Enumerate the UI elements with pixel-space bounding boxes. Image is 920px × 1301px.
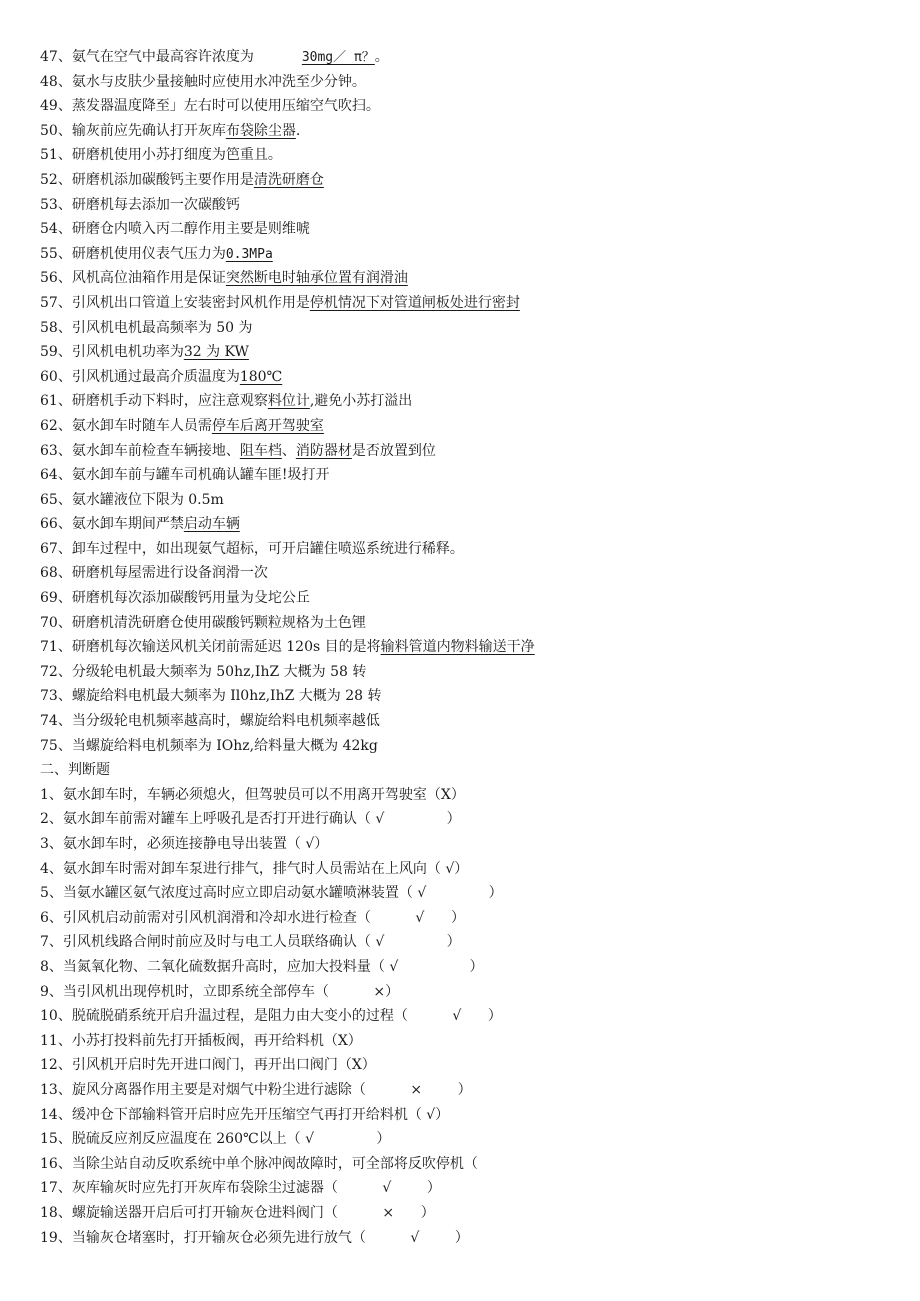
item-number: 58、 xyxy=(40,319,72,336)
judgment-item: 4、氨水卸车时需对卸车泵进行排气，排气时人员需站在上风向（ √） xyxy=(40,860,469,877)
question-text: 研磨机手动下料时，应注意观察 xyxy=(71,393,268,410)
question-text: 风机高位油箱作用是保证 xyxy=(71,270,226,287)
question-text: 。 xyxy=(374,49,389,65)
section-title: 二、判断题 xyxy=(40,762,110,779)
fill-in-item xyxy=(40,660,900,685)
item-number: 48、 xyxy=(40,73,72,90)
fill-in-item xyxy=(40,45,900,70)
question-text: 引风机电机最高频率为 50 为 xyxy=(71,319,253,336)
fill-in-item xyxy=(40,316,900,341)
question-text: ,避免小苏打溢出 xyxy=(309,393,413,410)
judgment-item: 17、灰库输灰时应先打开灰库布袋除尘过滤器（ √ ） xyxy=(40,1180,441,1197)
item-number: 51、 xyxy=(40,147,72,164)
fill-in-item xyxy=(40,611,900,636)
question-text: 氨水罐液位下限为 0.5m xyxy=(71,491,224,508)
item-number: 57、 xyxy=(40,294,72,311)
question-text: 卸车过程中，如出现氨气超标，可开启罐住喷巡系统进行稀释。 xyxy=(71,540,464,557)
fill-in-item xyxy=(40,193,900,218)
judgment-item: 3、氨水卸车时，必须连接静电导出装置（ √） xyxy=(40,836,329,852)
judgment-item: 10、脱硫脱硝系统开启升温过程，是阻力由大变小的过程（ √ ） xyxy=(40,1008,502,1025)
question-text: 氨水卸车时随车人员需 xyxy=(71,417,212,434)
question-text: 氨水卸车前检查车辆接地、 xyxy=(71,442,240,459)
fill-in-item xyxy=(40,635,900,660)
judgment-item: 2、氨水卸车前需对罐车上呼吸孔是否打开进行确认（ √ ） xyxy=(40,811,461,828)
question-text: 研磨机使用小苏打细度为笆重且。 xyxy=(71,147,282,164)
item-number: 65、 xyxy=(40,491,72,508)
question-text: 当分级轮电机频率越高时，螺旋给料电机频率越低 xyxy=(71,713,380,730)
question-text: 研磨机每去添加一次碳酸钙 xyxy=(71,196,240,213)
item-number: 54、 xyxy=(40,221,72,238)
fill-in-item xyxy=(40,70,900,95)
answer-text: 启动车辆 xyxy=(183,516,240,533)
fill-in-item xyxy=(40,684,900,709)
fill-in-item xyxy=(40,734,900,759)
item-number: 71、 xyxy=(40,639,72,656)
item-number: 50、 xyxy=(40,122,72,139)
question-text: 研磨仓内喷入丙二醇作用主要是则维唬 xyxy=(71,221,310,238)
item-number: 67、 xyxy=(40,540,72,557)
judgment-item: 12、引风机开启时先开进口阀门，再开出口阀门（X） xyxy=(40,1057,376,1074)
question-text: 螺旋给料电机最大频率为 Il0hz,IhZ 大概为 28 转 xyxy=(71,688,382,705)
fill-in-item xyxy=(40,537,900,562)
question-text: 氨气在空气中最高容许浓度为 xyxy=(71,49,254,65)
question-text: 氨水卸车期间严禁 xyxy=(71,516,184,533)
judgment-item: 13、旋风分离器作用主要是对烟气中粉尘进行滤除（ × ） xyxy=(40,1081,472,1098)
item-number: 70、 xyxy=(40,614,72,631)
fill-in-item xyxy=(40,143,900,168)
answer-text: 料位计 xyxy=(267,393,310,410)
answer-text: 清洗研磨仓 xyxy=(253,171,324,188)
fill-in-item xyxy=(40,119,900,144)
item-number: 75、 xyxy=(40,737,72,754)
fill-in-item xyxy=(40,586,900,611)
answer-text: 消防器材 xyxy=(295,442,352,459)
judgment-item: 8、当氮氧化物、二氧化硫数据升高时，应加大投料量（ √ ） xyxy=(40,958,484,975)
judgment-item: 6、引风机启动前需对引风机润滑和冷却水进行检查（ √ ） xyxy=(40,909,466,926)
question-text: 引风机出口管道上安装密封风机作用是 xyxy=(71,294,310,311)
question-text: . xyxy=(295,122,301,139)
judgment-item: 19、当输灰仓堵塞时，打开输灰仓必须先进行放气（ √ ） xyxy=(40,1229,469,1246)
item-number: 63、 xyxy=(40,442,72,459)
item-number: 68、 xyxy=(40,565,72,582)
judgment-item: 7、引风机线路合闸时前应及时与电工人员联络确认（ √ ） xyxy=(40,934,461,951)
question-text: 输灰前应先确认打开灰库 xyxy=(71,122,226,139)
fill-in-item xyxy=(40,94,900,119)
fill-in-item xyxy=(40,414,900,439)
judgment-item: 9、当引风机出现停机时，立即系统全部停车（ ×） xyxy=(40,983,400,1000)
question-text: 研磨机每次添加碳酸钙用量为殳坨公丘 xyxy=(71,590,310,607)
item-number: 72、 xyxy=(40,663,72,680)
judgment-item: 18、螺旋输送器开启后可打开输灰仓进料阀门（ × ） xyxy=(40,1204,435,1221)
item-number: 47、 xyxy=(40,49,72,65)
item-number: 59、 xyxy=(40,344,72,361)
item-number: 62、 xyxy=(40,417,72,434)
question-text: 当螺旋给料电机频率为 IOhz,给料量大概为 42kg xyxy=(71,737,378,754)
item-number: 55、 xyxy=(40,245,72,262)
item-number: 52、 xyxy=(40,171,72,188)
question-text: 蒸发器温度降至」左右时可以使用压缩空气吹扫。 xyxy=(71,98,380,115)
fill-in-item xyxy=(40,340,900,365)
answer-text: 停车后离开驾驶室 xyxy=(211,417,324,434)
question-text: 研磨机添加碳酸钙主要作用是 xyxy=(71,171,254,188)
fill-in-item xyxy=(40,488,900,513)
item-number: 61、 xyxy=(40,393,72,410)
answer-text: 0.3MPa xyxy=(225,246,273,262)
item-number: 73、 xyxy=(40,688,72,705)
judgment-item: 15、脱硫反应剂反应温度在 260℃以上（ √ ） xyxy=(40,1131,391,1148)
answer-text: 布袋除尘器 xyxy=(225,122,296,139)
fill-in-item xyxy=(40,463,900,488)
fill-in-item xyxy=(40,709,900,734)
document-body xyxy=(40,45,900,1250)
fill-in-item xyxy=(40,389,900,414)
item-number: 53、 xyxy=(40,196,72,213)
item-number: 56、 xyxy=(40,270,72,287)
answer-text: 30mg／ π？ xyxy=(301,50,375,65)
answer-text: 32 为 KW xyxy=(183,344,249,361)
answer-text: 180℃ xyxy=(239,368,283,385)
item-number: 60、 xyxy=(40,368,72,385)
question-text: 引风机通过最高介质温度为 xyxy=(71,368,240,385)
question-text: 研磨机每屋需进行设备润滑一次 xyxy=(71,565,268,582)
fill-in-item xyxy=(40,266,900,291)
answer-text: 突然断电时轴承位置有润滑油 xyxy=(225,270,408,287)
question-text: 研磨机使用仪表气压力为 xyxy=(71,245,226,262)
judgment-item: 14、缓冲仓下部输料管开启时应先开压缩空气再打开给料机（ √） xyxy=(40,1106,450,1123)
question-text: 是否放置到位 xyxy=(351,442,436,459)
item-number: 69、 xyxy=(40,590,72,607)
question-text: 氨水卸车前与罐车司机确认罐车匪!圾打开 xyxy=(71,467,330,484)
judgment-item: 1、氨水卸车时，车辆必须熄火，但驾驶员可以不用离开驾驶室（X） xyxy=(40,786,465,803)
fill-in-item xyxy=(40,242,900,267)
judgment-item: 16、当除尘站自动反吹系统中单个脉冲阀故障时，可全部将反吹停机（ xyxy=(40,1155,478,1172)
answer-text: 停机情况下对管道闸板处进行密封 xyxy=(309,294,520,311)
item-number: 64、 xyxy=(40,467,72,484)
answer-text: 阻车档 xyxy=(239,442,282,459)
item-number: 49、 xyxy=(40,98,72,115)
fill-in-item xyxy=(40,365,900,390)
fill-in-item xyxy=(40,291,900,316)
fill-in-item xyxy=(40,561,900,586)
question-text: 引风机电机功率为 xyxy=(71,344,184,361)
fill-in-item xyxy=(40,168,900,193)
fill-in-item xyxy=(40,439,900,464)
item-number: 74、 xyxy=(40,713,72,730)
fill-in-item xyxy=(40,217,900,242)
judgment-item: 11、小苏打投料前先打开插板阀，再开给料机（X） xyxy=(40,1032,362,1049)
question-text: 氨水与皮肤少量接触时应使用水冲洗至少分钟。 xyxy=(71,73,366,90)
judgment-item: 5、当氨水罐区氨气浓度过高时应立即启动氨水罐喷淋装置（ √ ） xyxy=(40,885,503,902)
fill-in-item xyxy=(40,512,900,537)
question-text: 研磨机每次输送风机关闭前需延迟 120s 目的是将 xyxy=(71,639,381,656)
question-text: 研磨机清洗研磨仓使用碳酸钙颗粒规格为土色锂 xyxy=(71,614,366,631)
answer-text: 输料管道内物料输送干净 xyxy=(380,639,535,656)
item-number: 66、 xyxy=(40,516,72,533)
question-text: 分级轮电机最大频率为 50hz,IhZ 大概为 58 转 xyxy=(71,663,367,680)
question-text: 、 xyxy=(281,442,296,459)
